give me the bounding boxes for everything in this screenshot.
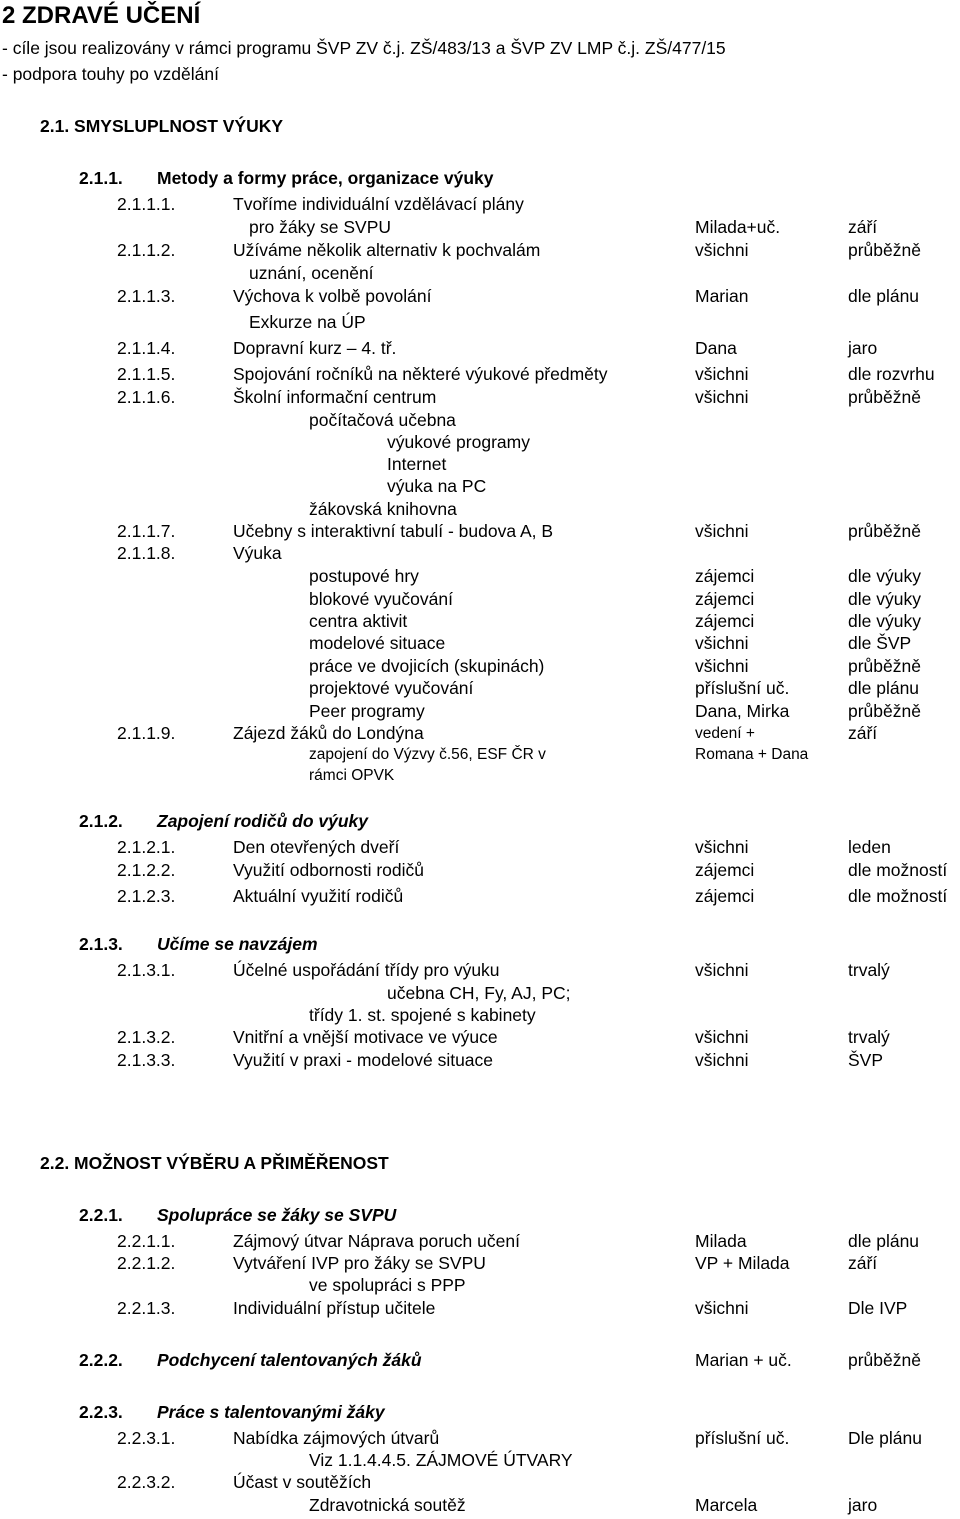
- item-who: příslušní uč.: [695, 1428, 790, 1448]
- sub-item: výukové programy: [387, 432, 530, 452]
- item-number: 2.2.1.3.: [117, 1298, 176, 1318]
- item-when: leden: [848, 837, 891, 857]
- item-who: Dana: [695, 338, 737, 358]
- subsection-number: 2.1.3.: [79, 934, 123, 954]
- item-number: 2.2.1.2.: [117, 1253, 176, 1273]
- item-who: Milada+uč.: [695, 217, 781, 237]
- item-topic: Školní informační centrum: [233, 387, 437, 407]
- method-who: Dana, Mirka: [695, 701, 790, 721]
- item-number: 2.1.1.7.: [117, 521, 176, 541]
- item-topic: Dopravní kurz – 4. tř.: [233, 338, 397, 358]
- item-when: průběžně: [848, 387, 921, 407]
- item-topic-cont: Exkurze na ÚP: [249, 312, 366, 332]
- item-number: 2.1.3.3.: [117, 1050, 176, 1070]
- sub-item: výuka na PC: [387, 476, 487, 496]
- method-name: projektové vyučování: [309, 678, 474, 698]
- item-when: trvalý: [848, 1027, 890, 1047]
- item-who: všichni: [695, 240, 749, 260]
- item-topic: Vytváření IVP pro žáky se SVPU: [233, 1253, 486, 1273]
- item-who: všichni: [695, 364, 749, 384]
- method-who: všichni: [695, 633, 749, 653]
- item-when: ŠVP: [848, 1050, 884, 1070]
- item-topic: Užíváme několik alternativ k pochvalám: [233, 240, 541, 260]
- item-who: vedení +: [695, 725, 755, 742]
- item-topic-cont: pro žáky se SVPU: [249, 217, 391, 237]
- subsection-title: Práce s talentovanými žáky: [157, 1402, 385, 1422]
- method-who: zájemci: [695, 589, 755, 609]
- method-who: příslušní uč.: [695, 678, 790, 698]
- item-number: 2.1.1.1.: [117, 194, 176, 214]
- method-when: dle plánu: [848, 678, 920, 698]
- item-number: 2.2.1.1.: [117, 1231, 176, 1251]
- item-who: VP + Milada: [695, 1253, 790, 1273]
- section-heading: 2.1. SMYSLUPLNOST VÝUKY: [40, 116, 284, 136]
- item-number: 2.2.3.1.: [117, 1428, 176, 1448]
- item-number: 2.1.2.1.: [117, 837, 176, 857]
- item-topic-cont: rámci OPVK: [309, 767, 395, 784]
- method-name: centra aktivit: [309, 611, 408, 631]
- item-number: 2.2.3.2.: [117, 1472, 176, 1492]
- item-number: 2.1.1.6.: [117, 387, 176, 407]
- method-name: blokové vyučování: [309, 589, 453, 609]
- method-name: modelové situace: [309, 633, 446, 653]
- item-who: zájemci: [695, 886, 755, 906]
- item-topic: Využití v praxi - modelové situace: [233, 1050, 494, 1070]
- sub-item: žákovská knihovna: [309, 499, 457, 519]
- item-topic: Využití odbornosti rodičů: [233, 860, 424, 880]
- subsection-title: Zapojení rodičů do výuky: [157, 811, 369, 831]
- item-when: dle možností: [848, 886, 948, 906]
- item-topic: Účast v soutěžích: [233, 1472, 372, 1492]
- goal-line: - cíle jsou realizovány v rámci programu ŠVP ZV č.j. ZŠ/483/13 a ŠVP ZV LMP č.j. ZŠ/477/15: [2, 38, 726, 58]
- item-number: 2.1.1.5.: [117, 364, 176, 384]
- item-number: 2.1.3.2.: [117, 1027, 176, 1047]
- method-when: průběžně: [848, 656, 921, 676]
- item-topic: Aktuální využití rodičů: [233, 886, 404, 906]
- item-when: Dle IVP: [848, 1298, 908, 1318]
- goal-line: - podpora touhy po vzdělání: [2, 64, 219, 84]
- item-topic: Výuka: [233, 543, 282, 563]
- subsection-number: 2.2.3.: [79, 1402, 123, 1422]
- method-name: Peer programy: [309, 701, 425, 721]
- item-who: všichni: [695, 1050, 749, 1070]
- method-when: dle výuky: [848, 566, 921, 586]
- item-topic-cont: zapojení do Výzvy č.56, ESF ČR v: [309, 746, 546, 763]
- item-who: všichni: [695, 837, 749, 857]
- sub-item: Internet: [387, 454, 447, 474]
- method-who: zájemci: [695, 611, 755, 631]
- item-who: všichni: [695, 1298, 749, 1318]
- item-number: 2.1.3.1.: [117, 960, 176, 980]
- item-when: průběžně: [848, 240, 921, 260]
- item-topic-cont: uznání, ocenění: [249, 263, 374, 283]
- item-number: 2.1.1.2.: [117, 240, 176, 260]
- item-who: Milada: [695, 1231, 747, 1251]
- item-number: 2.1.2.3.: [117, 886, 176, 906]
- item-topic-cont: Zdravotnická soutěž: [309, 1495, 466, 1515]
- method-name: postupové hry: [309, 566, 419, 586]
- item-when: září: [848, 1253, 878, 1273]
- item-who: Marian: [695, 286, 749, 306]
- item-when: průběžně: [848, 1350, 921, 1370]
- item-when: jaro: [848, 1495, 878, 1515]
- item-number: 2.1.1.9.: [117, 723, 176, 743]
- method-when: dle výuky: [848, 611, 921, 631]
- subsection-title: Učíme se navzájem: [157, 934, 318, 954]
- item-topic-cont: ve spolupráci s PPP: [309, 1275, 466, 1295]
- item-when: dle rozvrhu: [848, 364, 935, 384]
- item-topic: Zájmový útvar Náprava poruch učení: [233, 1231, 520, 1251]
- item-when: jaro: [848, 338, 878, 358]
- item-who: všichni: [695, 387, 749, 407]
- sub-item: počítačová učebna: [309, 410, 456, 430]
- item-who: všichni: [695, 521, 749, 541]
- item-who: zájemci: [695, 860, 755, 880]
- item-topic: Vnitřní a vnější motivace ve výuce: [233, 1027, 498, 1047]
- method-name: práce ve dvojicích (skupinách): [309, 656, 545, 676]
- item-number: 2.1.1.8.: [117, 543, 176, 563]
- method-when: dle ŠVP: [848, 633, 912, 653]
- method-who: zájemci: [695, 566, 755, 586]
- item-topic-cont: učebna CH, Fy, AJ, PC;: [387, 983, 571, 1003]
- subsection-number: 2.2.2.: [79, 1350, 123, 1370]
- item-who: všichni: [695, 1027, 749, 1047]
- item-topic: Nabídka zájmových útvarů: [233, 1428, 440, 1448]
- item-when: září: [848, 217, 878, 237]
- subsection-number: 2.2.1.: [79, 1205, 123, 1225]
- item-number: 2.1.1.3.: [117, 286, 176, 306]
- item-number: 2.1.2.2.: [117, 860, 176, 880]
- item-who: všichni: [695, 960, 749, 980]
- subsection-number: 2.1.2.: [79, 811, 123, 831]
- method-when: průběžně: [848, 701, 921, 721]
- item-when: dle plánu: [848, 1231, 920, 1251]
- item-number: 2.1.1.4.: [117, 338, 176, 358]
- subsection-title: Metody a formy práce, organizace výuky: [157, 168, 494, 188]
- item-when: září: [848, 723, 878, 743]
- item-when: Dle plánu: [848, 1428, 922, 1448]
- item-topic-cont: třídy 1. st. spojené s kabinety: [309, 1005, 536, 1025]
- page-title: 2 ZDRAVÉ UČENÍ: [2, 2, 201, 29]
- item-topic: Účelné uspořádání třídy pro výuku: [233, 960, 500, 980]
- subsection-number: 2.1.1.: [79, 168, 123, 188]
- item-who: Marcela: [695, 1495, 758, 1515]
- method-who: všichni: [695, 656, 749, 676]
- item-topic: Výchova k volbě povolání: [233, 286, 432, 306]
- item-topic-cont: Viz 1.1.4.4.5. ZÁJMOVÉ ÚTVARY: [309, 1450, 573, 1470]
- item-when: trvalý: [848, 960, 890, 980]
- item-topic: Učebny s interaktivní tabulí - budova A, B: [233, 521, 554, 541]
- item-topic: Den otevřených dveří: [233, 837, 400, 857]
- section-heading: 2.2. MOŽNOST VÝBĚRU A PŘIMĚŘENOST: [40, 1153, 389, 1173]
- subsection-title: Podchycení talentovaných žáků: [157, 1350, 422, 1370]
- item-topic: Zájezd žáků do Londýna: [233, 723, 424, 743]
- method-when: dle výuky: [848, 589, 921, 609]
- item-when: průběžně: [848, 521, 921, 541]
- item-topic: Tvoříme individuální vzdělávací plány: [233, 194, 524, 214]
- item-who: Marian + uč.: [695, 1350, 792, 1370]
- item-when: dle možností: [848, 860, 948, 880]
- item-when: dle plánu: [848, 286, 920, 306]
- item-topic: Spojování ročníků na některé výukové předměty: [233, 364, 608, 384]
- item-topic: Individuální přístup učitele: [233, 1298, 436, 1318]
- subsection-title: Spolupráce se žáky se SVPU: [157, 1205, 397, 1225]
- item-who-cont: Romana + Dana: [695, 746, 809, 763]
